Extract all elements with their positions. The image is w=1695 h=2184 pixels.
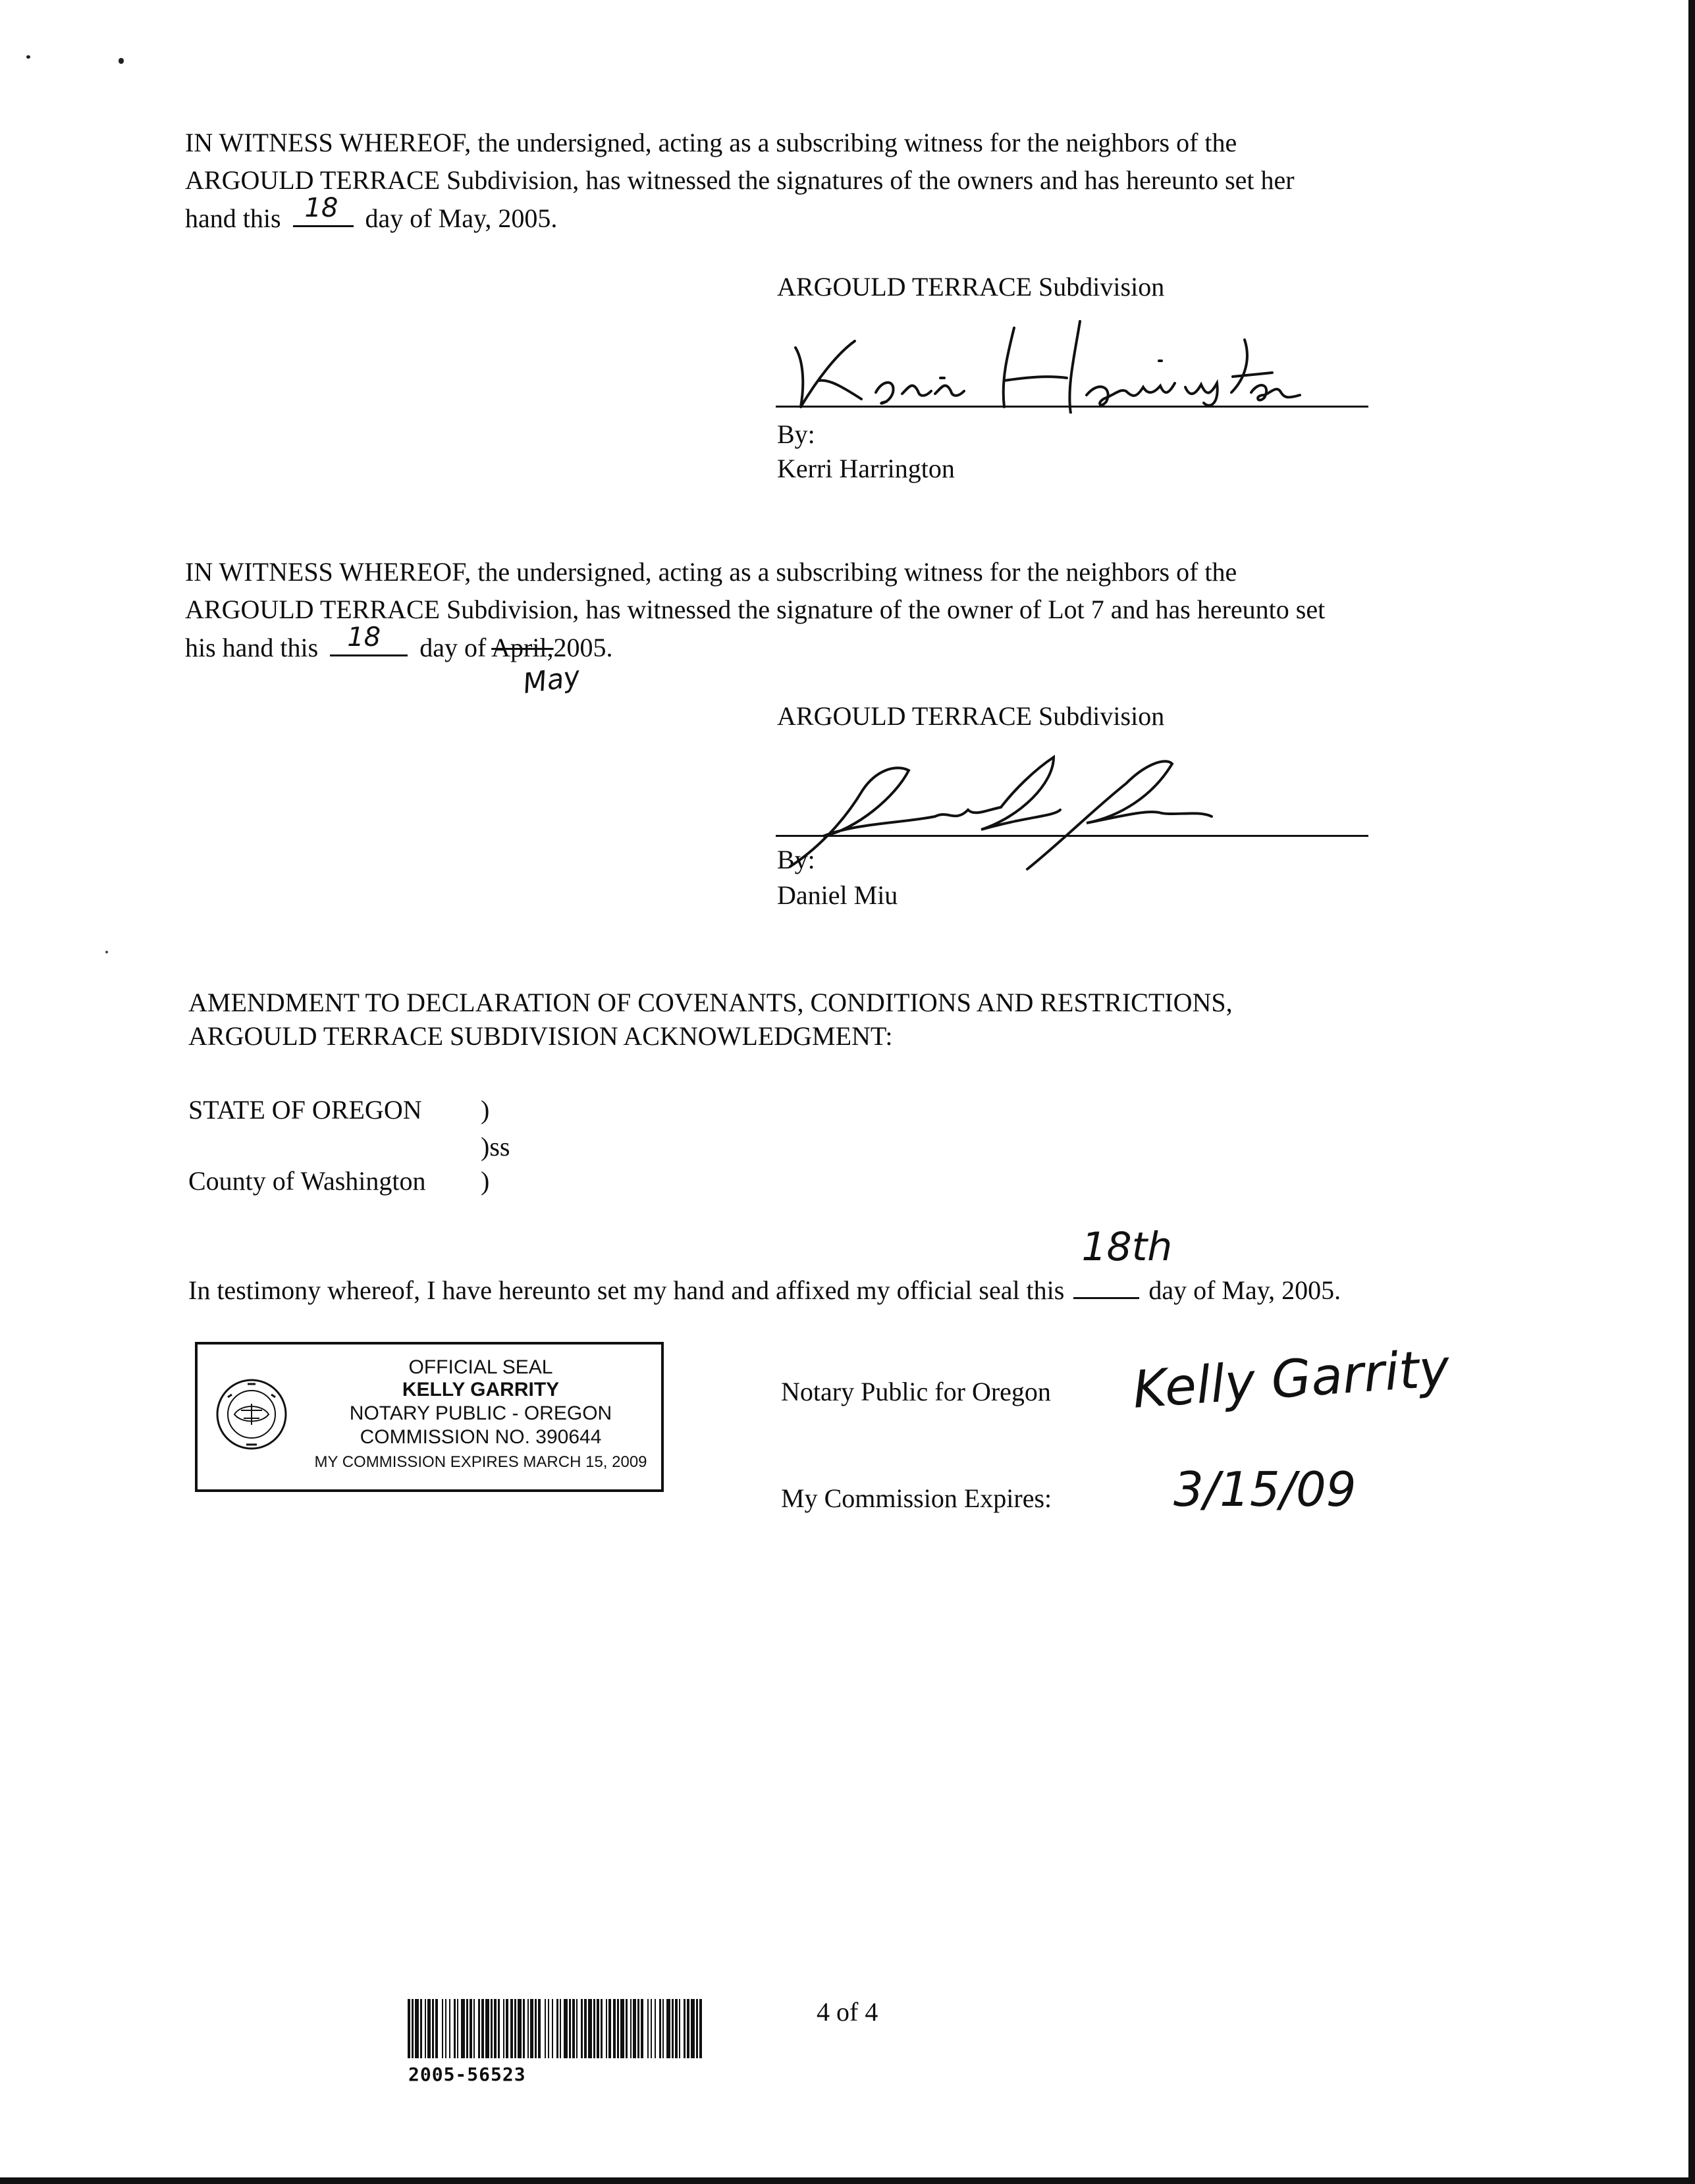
barcode-bar — [597, 1999, 599, 2058]
witness-2-his-hand-this: his hand this — [185, 633, 319, 662]
barcode-bar — [485, 1999, 489, 2058]
barcode-bar — [679, 1999, 680, 2058]
acknowledgment-title — [188, 984, 1233, 1055]
barcode-bar — [626, 1999, 628, 2058]
witness-1-signature — [777, 315, 1370, 413]
barcode-bar — [530, 1999, 533, 2058]
seal-notary-name: KELLY GARRITY — [402, 1379, 560, 1400]
witness-2-signature-graphic — [777, 744, 1317, 876]
witness-2-year: 2005. — [553, 633, 613, 662]
barcode-bar — [518, 1999, 522, 2058]
barcode-bar — [473, 1999, 475, 2058]
scan-speck — [105, 951, 108, 953]
barcode-bar — [494, 1999, 497, 2058]
barcode-bar — [651, 1999, 652, 2058]
witness-2-day-handwritten: 18 — [347, 622, 381, 653]
page-number: 4 of 4 — [817, 1997, 878, 2027]
barcode-bar — [691, 1999, 695, 2058]
testimony-day-handwritten: 18th — [1081, 1224, 1173, 1270]
barcode-bar — [415, 1999, 419, 2058]
barcode-bar — [630, 1999, 632, 2058]
barcode-bar — [432, 1999, 434, 2058]
barcode-bar — [576, 1999, 578, 2058]
barcode-bar — [588, 1999, 592, 2058]
barcode-bar — [560, 1999, 561, 2058]
barcode-bar — [445, 1999, 446, 2058]
witness-2-day-of: day of — [419, 633, 487, 662]
barcode-bar — [514, 1999, 516, 2058]
witness-2-signature — [777, 744, 1317, 876]
barcode-bar — [478, 1999, 480, 2058]
notary-public-label: Notary Public for Oregon — [781, 1377, 1051, 1406]
barcode-bar — [498, 1999, 500, 2058]
barcode-bar — [672, 1999, 674, 2058]
witness-1-signature-graphic — [777, 315, 1370, 413]
scan-speck — [26, 55, 30, 59]
scan-speck — [119, 58, 124, 64]
barcode-bar — [408, 1999, 410, 2058]
witness-1-hand-this: hand this — [185, 203, 281, 233]
barcode-bar — [675, 1999, 678, 2058]
barcode-bar — [564, 1999, 568, 2058]
testimony-sentence — [188, 1224, 1341, 1306]
witness-2-org: ARGOULD TERRACE Subdivision — [777, 701, 1165, 731]
barcode-number: 2005-56523 — [408, 2064, 526, 2085]
barcode-bar — [556, 1999, 558, 2058]
witness-1-line-2: ARGOULD TERRACE Subdivision, has witnessed the signatures of the owners and has hereunto set her — [185, 165, 1295, 195]
witness-2-day-blank — [330, 622, 408, 656]
barcode-bar — [601, 1999, 603, 2058]
oregon-state-seal-graphic — [215, 1377, 288, 1451]
witness-2-line-2: ARGOULD TERRACE Subdivision, has witnessed the signature of the owner of Lot 7 and has hereunto set — [185, 595, 1326, 624]
witness-1-printed-name: Kerri Harrington — [777, 454, 955, 483]
barcode-bar — [503, 1999, 504, 2058]
oregon-state-seal — [215, 1377, 288, 1451]
notary-signature: Kelly Garrity — [1131, 1339, 1452, 1420]
witness-2-struck-month: April, — [491, 633, 554, 662]
seal-commission-number: COMMISSION NO. 390644 — [360, 1426, 602, 1448]
barcode-bar — [523, 1999, 525, 2058]
witness-1-day-of-may: day of May, 2005. — [365, 203, 558, 233]
barcode-bar — [581, 1999, 583, 2058]
witness-1-line-1: IN WITNESS WHEREOF, the undersigned, acting as a subscribing witness for the neighbors of the — [185, 128, 1237, 157]
barcode-bar — [427, 1999, 431, 2058]
witness-1-org: ARGOULD TERRACE Subdivision — [777, 272, 1165, 302]
barcode-bar — [552, 1999, 553, 2058]
barcode-bar — [687, 1999, 689, 2058]
venue-state: STATE OF OREGON — [188, 1095, 422, 1125]
barcode-bar — [666, 1999, 670, 2058]
barcode-bar — [545, 1999, 546, 2058]
barcode-bar — [647, 1999, 649, 2058]
barcode-bar — [506, 1999, 508, 2058]
barcode-bar — [454, 1999, 456, 2058]
barcode-bar — [420, 1999, 422, 2058]
recording-barcode — [408, 1999, 704, 2058]
seal-title: OFFICIAL SEAL — [408, 1356, 553, 1378]
barcode-bar — [620, 1999, 624, 2058]
commission-expires-label: My Commission Expires: — [781, 1483, 1052, 1513]
barcode-bar — [606, 1999, 607, 2058]
testimony-text: In testimony whereof, I have hereunto set my hand and affixed my official seal this — [188, 1275, 1065, 1305]
barcode-bar — [662, 1999, 664, 2058]
witness-1-paragraph — [185, 124, 1295, 236]
barcode-bar — [633, 1999, 636, 2058]
barcode-bar — [699, 1999, 702, 2058]
barcode-bar — [637, 1999, 639, 2058]
witness-1-by-label: By: — [777, 419, 815, 449]
barcode-bar — [538, 1999, 541, 2058]
barcode-bar — [435, 1999, 438, 2058]
witness-1-signature-line — [776, 406, 1368, 408]
barcode-bar — [466, 1999, 468, 2058]
barcode-bar — [491, 1999, 493, 2058]
witness-1-day-blank — [293, 193, 354, 227]
witness-2-month-correction: May — [521, 660, 582, 700]
venue-ss: )ss — [481, 1132, 510, 1161]
barcode-bar — [527, 1999, 529, 2058]
barcode-bar — [535, 1999, 537, 2058]
barcode-bar — [608, 1999, 611, 2058]
barcode-bar — [442, 1999, 443, 2058]
testimony-date: day of May, 2005. — [1148, 1275, 1341, 1305]
witness-1-day-handwritten: 18 — [304, 193, 338, 223]
barcode-bar — [510, 1999, 513, 2058]
barcode-bar — [461, 1999, 465, 2058]
witness-2-signature-line — [776, 835, 1368, 837]
venue-paren-2: ) — [481, 1166, 490, 1196]
barcode-bar — [584, 1999, 587, 2058]
acknowledgment-title-line-2: ARGOULD TERRACE SUBDIVISION ACKNOWLEDGMENT: — [188, 1021, 893, 1051]
witness-2-line-1: IN WITNESS WHEREOF, the undersigned, acting as a subscribing witness for the neighbors of the — [185, 557, 1237, 587]
barcode-bar — [696, 1999, 698, 2058]
seal-expiration: MY COMMISSION EXPIRES MARCH 15, 2009 — [314, 1453, 647, 1471]
barcode-bar — [412, 1999, 414, 2058]
acknowledgment-title-line-1: AMENDMENT TO DECLARATION OF COVENANTS, CONDITIONS AND RESTRICTIONS, — [188, 988, 1233, 1017]
barcode-bar — [659, 1999, 661, 2058]
barcode-bar — [449, 1999, 450, 2058]
venue-paren-1: ) — [481, 1095, 490, 1125]
witness-2-paragraph — [185, 553, 1325, 666]
barcode-bar — [684, 1999, 686, 2058]
venue-county: County of Washington — [188, 1166, 426, 1196]
barcode-bar — [481, 1999, 484, 2058]
notary-seal-stamp — [195, 1342, 664, 1492]
barcode-bar — [641, 1999, 643, 2058]
testimony-day-blank — [1073, 1224, 1173, 1299]
barcode-bar — [548, 1999, 549, 2058]
barcode-bar — [613, 1999, 616, 2058]
barcode-bar — [457, 1999, 458, 2058]
barcode-bars — [408, 1999, 704, 2058]
witness-2-by-label: By: — [777, 845, 815, 874]
barcode-bar — [572, 1999, 575, 2058]
seal-role: NOTARY PUBLIC - OREGON — [349, 1402, 612, 1424]
barcode-bar — [655, 1999, 656, 2058]
commission-expires-handwritten: 3/15/09 — [1173, 1462, 1357, 1517]
barcode-bar — [425, 1999, 426, 2058]
barcode-bar — [617, 1999, 619, 2058]
barcode-bar — [593, 1999, 595, 2058]
witness-2-printed-name: Daniel Miu — [777, 880, 898, 910]
barcode-bar — [569, 1999, 571, 2058]
barcode-bar — [470, 1999, 472, 2058]
witness-2-line-3 — [185, 622, 1325, 666]
witness-1-line-3 — [185, 193, 1295, 236]
